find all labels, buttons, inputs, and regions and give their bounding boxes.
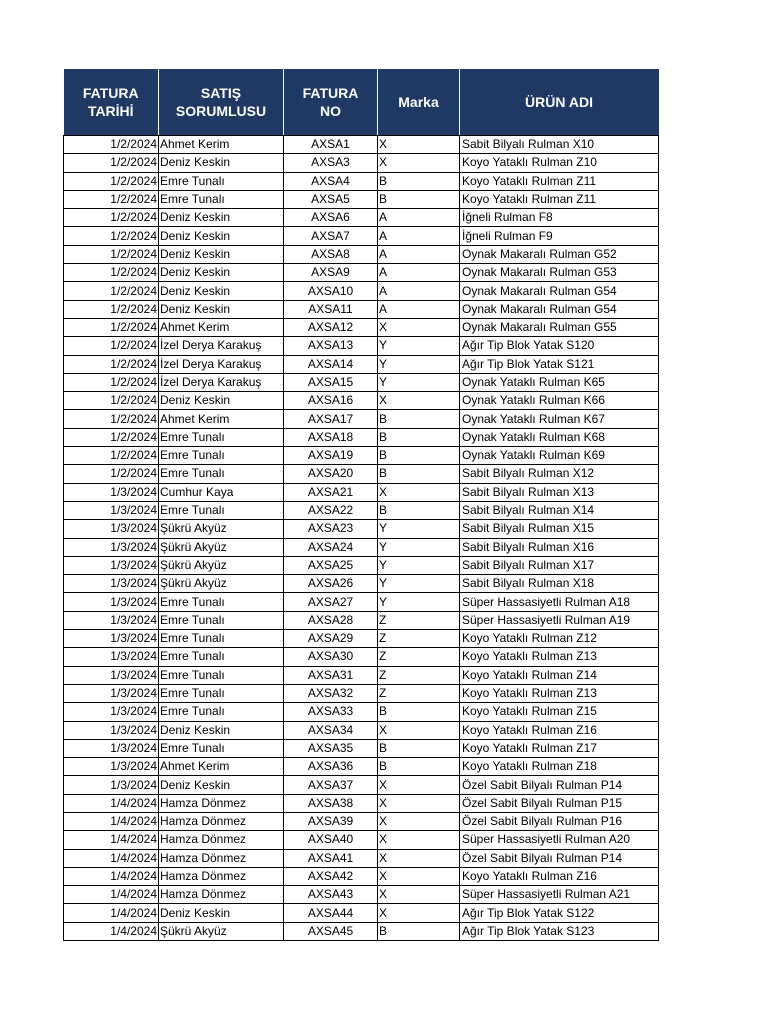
cell-invoice-date[interactable]: 1/2/2024 xyxy=(64,447,159,465)
cell-brand[interactable]: X xyxy=(378,392,460,410)
cell-sales-person[interactable]: Emre Tunalı xyxy=(159,703,284,721)
cell-sales-person[interactable]: Deniz Keskin xyxy=(159,209,284,227)
table-row xyxy=(64,355,659,373)
cell-brand[interactable]: X xyxy=(378,904,460,922)
cell-product-name[interactable]: Süper Hassasiyetli Rulman A19 xyxy=(460,611,659,629)
cell-product-name[interactable]: Koyo Yataklı Rulman Z18 xyxy=(460,758,659,776)
cell-invoice-date[interactable]: 1/2/2024 xyxy=(64,392,159,410)
cell-product-name[interactable]: Süper Hassasiyetli Rulman A21 xyxy=(460,886,659,904)
cell-invoice-no[interactable]: AXSA23 xyxy=(284,520,378,538)
cell-invoice-date[interactable]: 1/2/2024 xyxy=(64,428,159,446)
cell-brand[interactable]: Y xyxy=(378,593,460,611)
table-row xyxy=(64,538,659,556)
cell-product-name[interactable]: Oynak Yataklı Rulman K65 xyxy=(460,373,659,391)
cell-sales-person[interactable]: İzel Derya Karakuş xyxy=(159,373,284,391)
cell-product-name[interactable]: Özel Sabit Bilyalı Rulman P15 xyxy=(460,794,659,812)
cell-product-name[interactable]: Oynak Yataklı Rulman K69 xyxy=(460,447,659,465)
cell-invoice-no[interactable]: AXSA36 xyxy=(284,758,378,776)
cell-sales-person[interactable]: Deniz Keskin xyxy=(159,264,284,282)
cell-invoice-date[interactable]: 1/4/2024 xyxy=(64,831,159,849)
cell-invoice-date[interactable]: 1/4/2024 xyxy=(64,922,159,940)
cell-invoice-date[interactable]: 1/3/2024 xyxy=(64,739,159,757)
cell-product-name[interactable]: Koyo Yataklı Rulman Z14 xyxy=(460,666,659,684)
table-row xyxy=(64,337,659,355)
cell-product-name[interactable]: Sabit Bilyalı Rulman X18 xyxy=(460,575,659,593)
cell-invoice-no[interactable]: AXSA41 xyxy=(284,849,378,867)
cell-product-name[interactable]: Sabit Bilyalı Rulman X17 xyxy=(460,556,659,574)
cell-sales-person[interactable]: Ahmet Kerim xyxy=(159,318,284,336)
cell-brand[interactable]: B xyxy=(378,501,460,519)
cell-sales-person[interactable]: Emre Tunalı xyxy=(159,172,284,190)
cell-sales-person[interactable]: Deniz Keskin xyxy=(159,282,284,300)
table-row xyxy=(64,904,659,922)
table-row xyxy=(64,575,659,593)
cell-product-name[interactable]: Oynak Makaralı Rulman G54 xyxy=(460,282,659,300)
cell-sales-person[interactable]: Hamza Dönmez xyxy=(159,794,284,812)
cell-invoice-date[interactable]: 1/4/2024 xyxy=(64,886,159,904)
cell-invoice-no[interactable]: AXSA25 xyxy=(284,556,378,574)
cell-brand[interactable]: Z xyxy=(378,630,460,648)
cell-invoice-no[interactable]: AXSA26 xyxy=(284,575,378,593)
cell-invoice-date[interactable]: 1/2/2024 xyxy=(64,245,159,263)
cell-brand[interactable]: Y xyxy=(378,520,460,538)
cell-invoice-date[interactable]: 1/2/2024 xyxy=(64,172,159,190)
table-row xyxy=(64,209,659,227)
cell-invoice-date[interactable]: 1/4/2024 xyxy=(64,812,159,830)
cell-brand[interactable]: Z xyxy=(378,611,460,629)
cell-sales-person[interactable]: Şükrü Akyüz xyxy=(159,922,284,940)
table-row xyxy=(64,666,659,684)
cell-invoice-no[interactable]: AXSA22 xyxy=(284,501,378,519)
cell-invoice-date[interactable]: 1/2/2024 xyxy=(64,264,159,282)
cell-invoice-no[interactable]: AXSA8 xyxy=(284,245,378,263)
cell-brand[interactable]: A xyxy=(378,227,460,245)
cell-brand[interactable]: Y xyxy=(378,355,460,373)
cell-brand[interactable]: X xyxy=(378,136,460,154)
cell-invoice-no[interactable]: AXSA44 xyxy=(284,904,378,922)
cell-sales-person[interactable]: Şükrü Akyüz xyxy=(159,520,284,538)
cell-invoice-date[interactable]: 1/3/2024 xyxy=(64,684,159,702)
table-row xyxy=(64,758,659,776)
cell-invoice-no[interactable]: AXSA24 xyxy=(284,538,378,556)
cell-invoice-date[interactable]: 1/3/2024 xyxy=(64,758,159,776)
cell-sales-person[interactable]: Ahmet Kerim xyxy=(159,758,284,776)
cell-invoice-date[interactable]: 1/2/2024 xyxy=(64,282,159,300)
cell-invoice-date[interactable]: 1/3/2024 xyxy=(64,575,159,593)
table-row xyxy=(64,812,659,830)
cell-product-name[interactable]: Koyo Yataklı Rulman Z10 xyxy=(460,154,659,172)
cell-product-name[interactable]: Oynak Yataklı Rulman K66 xyxy=(460,392,659,410)
table-row xyxy=(64,648,659,666)
cell-invoice-date[interactable]: 1/3/2024 xyxy=(64,666,159,684)
cell-invoice-no[interactable]: AXSA14 xyxy=(284,355,378,373)
cell-sales-person[interactable]: Şükrü Akyüz xyxy=(159,556,284,574)
cell-sales-person[interactable]: Hamza Dönmez xyxy=(159,812,284,830)
table-row xyxy=(64,154,659,172)
table-row xyxy=(64,520,659,538)
cell-product-name[interactable]: Oynak Makaralı Rulman G54 xyxy=(460,300,659,318)
cell-invoice-no[interactable]: AXSA13 xyxy=(284,337,378,355)
cell-sales-person[interactable]: Deniz Keskin xyxy=(159,227,284,245)
cell-brand[interactable]: B xyxy=(378,922,460,940)
invoice-table xyxy=(63,69,659,941)
cell-invoice-date[interactable]: 1/2/2024 xyxy=(64,227,159,245)
cell-brand[interactable]: X xyxy=(378,812,460,830)
cell-brand[interactable]: Y xyxy=(378,337,460,355)
cell-sales-person[interactable]: Hamza Dönmez xyxy=(159,867,284,885)
cell-product-name[interactable]: Süper Hassasiyetli Rulman A18 xyxy=(460,593,659,611)
table-row xyxy=(64,428,659,446)
cell-product-name[interactable]: Sabit Bilyalı Rulman X13 xyxy=(460,483,659,501)
cell-brand[interactable]: B xyxy=(378,410,460,428)
cell-product-name[interactable]: Koyo Yataklı Rulman Z16 xyxy=(460,721,659,739)
cell-sales-person[interactable]: Emre Tunalı xyxy=(159,611,284,629)
cell-brand[interactable]: Z xyxy=(378,666,460,684)
cell-product-name[interactable]: Ağır Tip Blok Yatak S122 xyxy=(460,904,659,922)
cell-brand[interactable]: Z xyxy=(378,648,460,666)
cell-product-name[interactable]: Koyo Yataklı Rulman Z17 xyxy=(460,739,659,757)
cell-product-name[interactable]: Koyo Yataklı Rulman Z11 xyxy=(460,190,659,208)
cell-product-name[interactable]: Oynak Makaralı Rulman G55 xyxy=(460,318,659,336)
cell-sales-person[interactable]: Cumhur Kaya xyxy=(159,483,284,501)
cell-brand[interactable]: X xyxy=(378,886,460,904)
cell-invoice-no[interactable]: AXSA20 xyxy=(284,465,378,483)
cell-product-name[interactable]: Ağır Tip Blok Yatak S123 xyxy=(460,922,659,940)
cell-invoice-date[interactable]: 1/2/2024 xyxy=(64,136,159,154)
cell-invoice-date[interactable]: 1/4/2024 xyxy=(64,794,159,812)
table-row xyxy=(64,556,659,574)
cell-invoice-no[interactable]: AXSA12 xyxy=(284,318,378,336)
cell-invoice-no[interactable]: AXSA33 xyxy=(284,703,378,721)
cell-invoice-date[interactable]: 1/2/2024 xyxy=(64,300,159,318)
cell-brand[interactable]: B xyxy=(378,758,460,776)
cell-brand[interactable]: B xyxy=(378,739,460,757)
cell-sales-person[interactable]: Emre Tunalı xyxy=(159,501,284,519)
table-row xyxy=(64,172,659,190)
cell-product-name[interactable]: Oynak Makaralı Rulman G52 xyxy=(460,245,659,263)
cell-brand[interactable]: B xyxy=(378,428,460,446)
cell-invoice-no[interactable]: AXSA17 xyxy=(284,410,378,428)
cell-sales-person[interactable]: Deniz Keskin xyxy=(159,392,284,410)
header-invoice-no[interactable]: FATURA NO xyxy=(284,69,378,136)
cell-invoice-date[interactable]: 1/3/2024 xyxy=(64,593,159,611)
cell-brand[interactable]: X xyxy=(378,831,460,849)
cell-sales-person[interactable]: Emre Tunalı xyxy=(159,648,284,666)
table-row xyxy=(64,392,659,410)
cell-invoice-date[interactable]: 1/3/2024 xyxy=(64,520,159,538)
header-sales-person[interactable]: SATIŞ SORUMLUSU xyxy=(159,69,284,136)
header-invoice-date[interactable]: FATURA TARİHİ xyxy=(64,69,159,136)
cell-invoice-no[interactable]: AXSA6 xyxy=(284,209,378,227)
cell-invoice-date[interactable]: 1/3/2024 xyxy=(64,648,159,666)
cell-brand[interactable]: X xyxy=(378,849,460,867)
cell-invoice-no[interactable]: AXSA9 xyxy=(284,264,378,282)
cell-sales-person[interactable]: Hamza Dönmez xyxy=(159,831,284,849)
cell-invoice-no[interactable]: AXSA32 xyxy=(284,684,378,702)
table-row xyxy=(64,282,659,300)
cell-invoice-date[interactable]: 1/3/2024 xyxy=(64,611,159,629)
cell-invoice-date[interactable]: 1/2/2024 xyxy=(64,355,159,373)
cell-product-name[interactable]: İğneli Rulman F9 xyxy=(460,227,659,245)
cell-invoice-no[interactable]: AXSA3 xyxy=(284,154,378,172)
cell-sales-person[interactable]: İzel Derya Karakuş xyxy=(159,355,284,373)
table-row xyxy=(64,318,659,336)
cell-invoice-date[interactable]: 1/4/2024 xyxy=(64,904,159,922)
table-row xyxy=(64,136,659,154)
cell-brand[interactable]: A xyxy=(378,245,460,263)
cell-product-name[interactable]: Koyo Yataklı Rulman Z13 xyxy=(460,648,659,666)
cell-brand[interactable]: X xyxy=(378,867,460,885)
table-row xyxy=(64,593,659,611)
cell-invoice-no[interactable]: AXSA43 xyxy=(284,886,378,904)
cell-brand[interactable]: A xyxy=(378,209,460,227)
cell-product-name[interactable]: Süper Hassasiyetli Rulman A20 xyxy=(460,831,659,849)
cell-brand[interactable]: B xyxy=(378,190,460,208)
cell-invoice-date[interactable]: 1/3/2024 xyxy=(64,538,159,556)
cell-invoice-no[interactable]: AXSA19 xyxy=(284,447,378,465)
cell-invoice-no[interactable]: AXSA45 xyxy=(284,922,378,940)
table-row xyxy=(64,465,659,483)
cell-invoice-date[interactable]: 1/3/2024 xyxy=(64,703,159,721)
cell-brand[interactable]: A xyxy=(378,264,460,282)
cell-product-name[interactable]: Koyo Yataklı Rulman Z16 xyxy=(460,867,659,885)
cell-invoice-no[interactable]: AXSA1 xyxy=(284,136,378,154)
cell-sales-person[interactable]: Deniz Keskin xyxy=(159,721,284,739)
cell-invoice-no[interactable]: AXSA4 xyxy=(284,172,378,190)
cell-invoice-no[interactable]: AXSA29 xyxy=(284,630,378,648)
table-row xyxy=(64,849,659,867)
table-row xyxy=(64,410,659,428)
table-row xyxy=(64,373,659,391)
table-row xyxy=(64,721,659,739)
header-product-name[interactable]: ÜRÜN ADI xyxy=(460,69,659,136)
cell-invoice-date[interactable]: 1/4/2024 xyxy=(64,849,159,867)
cell-sales-person[interactable]: Emre Tunalı xyxy=(159,739,284,757)
table-row xyxy=(64,831,659,849)
cell-invoice-no[interactable]: AXSA38 xyxy=(284,794,378,812)
cell-invoice-date[interactable]: 1/2/2024 xyxy=(64,190,159,208)
cell-invoice-date[interactable]: 1/2/2024 xyxy=(64,154,159,172)
cell-brand[interactable]: X xyxy=(378,318,460,336)
cell-product-name[interactable]: Koyo Yataklı Rulman Z13 xyxy=(460,684,659,702)
cell-invoice-date[interactable]: 1/2/2024 xyxy=(64,337,159,355)
cell-brand[interactable]: Y xyxy=(378,575,460,593)
cell-sales-person[interactable]: Şükrü Akyüz xyxy=(159,538,284,556)
cell-invoice-date[interactable]: 1/4/2024 xyxy=(64,867,159,885)
cell-brand[interactable]: X xyxy=(378,794,460,812)
cell-product-name[interactable]: Sabit Bilyalı Rulman X15 xyxy=(460,520,659,538)
cell-sales-person[interactable]: Emre Tunalı xyxy=(159,684,284,702)
table-row xyxy=(64,794,659,812)
cell-brand[interactable]: B xyxy=(378,172,460,190)
cell-sales-person[interactable]: Deniz Keskin xyxy=(159,300,284,318)
cell-product-name[interactable]: Koyo Yataklı Rulman Z11 xyxy=(460,172,659,190)
cell-product-name[interactable]: Sabit Bilyalı Rulman X10 xyxy=(460,136,659,154)
table-row xyxy=(64,922,659,940)
table-row xyxy=(64,501,659,519)
cell-invoice-no[interactable]: AXSA5 xyxy=(284,190,378,208)
header-brand[interactable]: Marka xyxy=(378,69,460,136)
cell-product-name[interactable]: Özel Sabit Bilyalı Rulman P14 xyxy=(460,849,659,867)
cell-brand[interactable]: X xyxy=(378,154,460,172)
cell-invoice-no[interactable]: AXSA30 xyxy=(284,648,378,666)
cell-invoice-no[interactable]: AXSA35 xyxy=(284,739,378,757)
cell-invoice-date[interactable]: 1/3/2024 xyxy=(64,776,159,794)
cell-product-name[interactable]: Koyo Yataklı Rulman Z15 xyxy=(460,703,659,721)
cell-brand[interactable]: X xyxy=(378,721,460,739)
table-row xyxy=(64,867,659,885)
table-row xyxy=(64,703,659,721)
cell-sales-person[interactable]: Hamza Dönmez xyxy=(159,849,284,867)
table-row xyxy=(64,245,659,263)
cell-brand[interactable]: Y xyxy=(378,556,460,574)
cell-sales-person[interactable]: Emre Tunalı xyxy=(159,447,284,465)
cell-invoice-no[interactable]: AXSA34 xyxy=(284,721,378,739)
cell-sales-person[interactable]: Emre Tunalı xyxy=(159,630,284,648)
cell-sales-person[interactable]: Ahmet Kerim xyxy=(159,136,284,154)
cell-sales-person[interactable]: Deniz Keskin xyxy=(159,904,284,922)
table-row xyxy=(64,483,659,501)
cell-invoice-no[interactable]: AXSA15 xyxy=(284,373,378,391)
cell-sales-person[interactable]: Deniz Keskin xyxy=(159,776,284,794)
table-body xyxy=(64,136,659,941)
cell-product-name[interactable]: Özel Sabit Bilyalı Rulman P16 xyxy=(460,812,659,830)
table-row xyxy=(64,227,659,245)
cell-brand[interactable]: B xyxy=(378,465,460,483)
cell-sales-person[interactable]: Emre Tunalı xyxy=(159,593,284,611)
cell-invoice-no[interactable]: AXSA27 xyxy=(284,593,378,611)
cell-sales-person[interactable]: Deniz Keskin xyxy=(159,154,284,172)
cell-brand[interactable]: B xyxy=(378,703,460,721)
cell-invoice-date[interactable]: 1/3/2024 xyxy=(64,556,159,574)
table-row xyxy=(64,739,659,757)
cell-invoice-no[interactable]: AXSA28 xyxy=(284,611,378,629)
table-row xyxy=(64,447,659,465)
table-row xyxy=(64,886,659,904)
cell-invoice-date[interactable]: 1/2/2024 xyxy=(64,209,159,227)
cell-invoice-no[interactable]: AXSA10 xyxy=(284,282,378,300)
cell-product-name[interactable]: Sabit Bilyalı Rulman X12 xyxy=(460,465,659,483)
cell-product-name[interactable]: Oynak Yataklı Rulman K68 xyxy=(460,428,659,446)
cell-sales-person[interactable]: Şükrü Akyüz xyxy=(159,575,284,593)
cell-brand[interactable]: Y xyxy=(378,373,460,391)
table-row xyxy=(64,684,659,702)
cell-brand[interactable]: Y xyxy=(378,538,460,556)
cell-sales-person[interactable]: Ahmet Kerim xyxy=(159,410,284,428)
cell-product-name[interactable]: İğneli Rulman F8 xyxy=(460,209,659,227)
cell-sales-person[interactable]: Deniz Keskin xyxy=(159,245,284,263)
cell-sales-person[interactable]: Emre Tunalı xyxy=(159,190,284,208)
cell-brand[interactable]: X xyxy=(378,483,460,501)
header-row xyxy=(64,69,659,136)
cell-invoice-no[interactable]: AXSA40 xyxy=(284,831,378,849)
table-row xyxy=(64,300,659,318)
cell-brand[interactable]: A xyxy=(378,300,460,318)
table-row xyxy=(64,630,659,648)
cell-brand[interactable]: B xyxy=(378,447,460,465)
cell-sales-person[interactable]: Emre Tunalı xyxy=(159,666,284,684)
cell-sales-person[interactable]: Hamza Dönmez xyxy=(159,886,284,904)
table-row xyxy=(64,190,659,208)
cell-invoice-date[interactable]: 1/2/2024 xyxy=(64,373,159,391)
cell-product-name[interactable]: Sabit Bilyalı Rulman X16 xyxy=(460,538,659,556)
cell-brand[interactable]: Z xyxy=(378,684,460,702)
cell-invoice-date[interactable]: 1/3/2024 xyxy=(64,721,159,739)
cell-sales-person[interactable]: Emre Tunalı xyxy=(159,465,284,483)
cell-invoice-date[interactable]: 1/2/2024 xyxy=(64,318,159,336)
cell-brand[interactable]: X xyxy=(378,776,460,794)
cell-invoice-date[interactable]: 1/3/2024 xyxy=(64,483,159,501)
cell-invoice-date[interactable]: 1/3/2024 xyxy=(64,501,159,519)
cell-product-name[interactable]: Ağır Tip Blok Yatak S120 xyxy=(460,337,659,355)
cell-product-name[interactable]: Oynak Yataklı Rulman K67 xyxy=(460,410,659,428)
cell-invoice-date[interactable]: 1/3/2024 xyxy=(64,630,159,648)
cell-invoice-no[interactable]: AXSA39 xyxy=(284,812,378,830)
cell-invoice-date[interactable]: 1/2/2024 xyxy=(64,465,159,483)
cell-product-name[interactable]: Sabit Bilyalı Rulman X14 xyxy=(460,501,659,519)
cell-invoice-no[interactable]: AXSA31 xyxy=(284,666,378,684)
cell-product-name[interactable]: Özel Sabit Bilyalı Rulman P14 xyxy=(460,776,659,794)
table-row xyxy=(64,776,659,794)
cell-invoice-no[interactable]: AXSA7 xyxy=(284,227,378,245)
cell-invoice-no[interactable]: AXSA11 xyxy=(284,300,378,318)
cell-sales-person[interactable]: İzel Derya Karakuş xyxy=(159,337,284,355)
cell-invoice-no[interactable]: AXSA37 xyxy=(284,776,378,794)
cell-product-name[interactable]: Ağır Tip Blok Yatak S121 xyxy=(460,355,659,373)
cell-product-name[interactable]: Oynak Makaralı Rulman G53 xyxy=(460,264,659,282)
cell-product-name[interactable]: Koyo Yataklı Rulman Z12 xyxy=(460,630,659,648)
cell-invoice-no[interactable]: AXSA16 xyxy=(284,392,378,410)
cell-invoice-no[interactable]: AXSA21 xyxy=(284,483,378,501)
cell-brand[interactable]: A xyxy=(378,282,460,300)
table-row xyxy=(64,264,659,282)
cell-invoice-no[interactable]: AXSA18 xyxy=(284,428,378,446)
cell-invoice-date[interactable]: 1/2/2024 xyxy=(64,410,159,428)
table-row xyxy=(64,611,659,629)
cell-sales-person[interactable]: Emre Tunalı xyxy=(159,428,284,446)
cell-invoice-no[interactable]: AXSA42 xyxy=(284,867,378,885)
